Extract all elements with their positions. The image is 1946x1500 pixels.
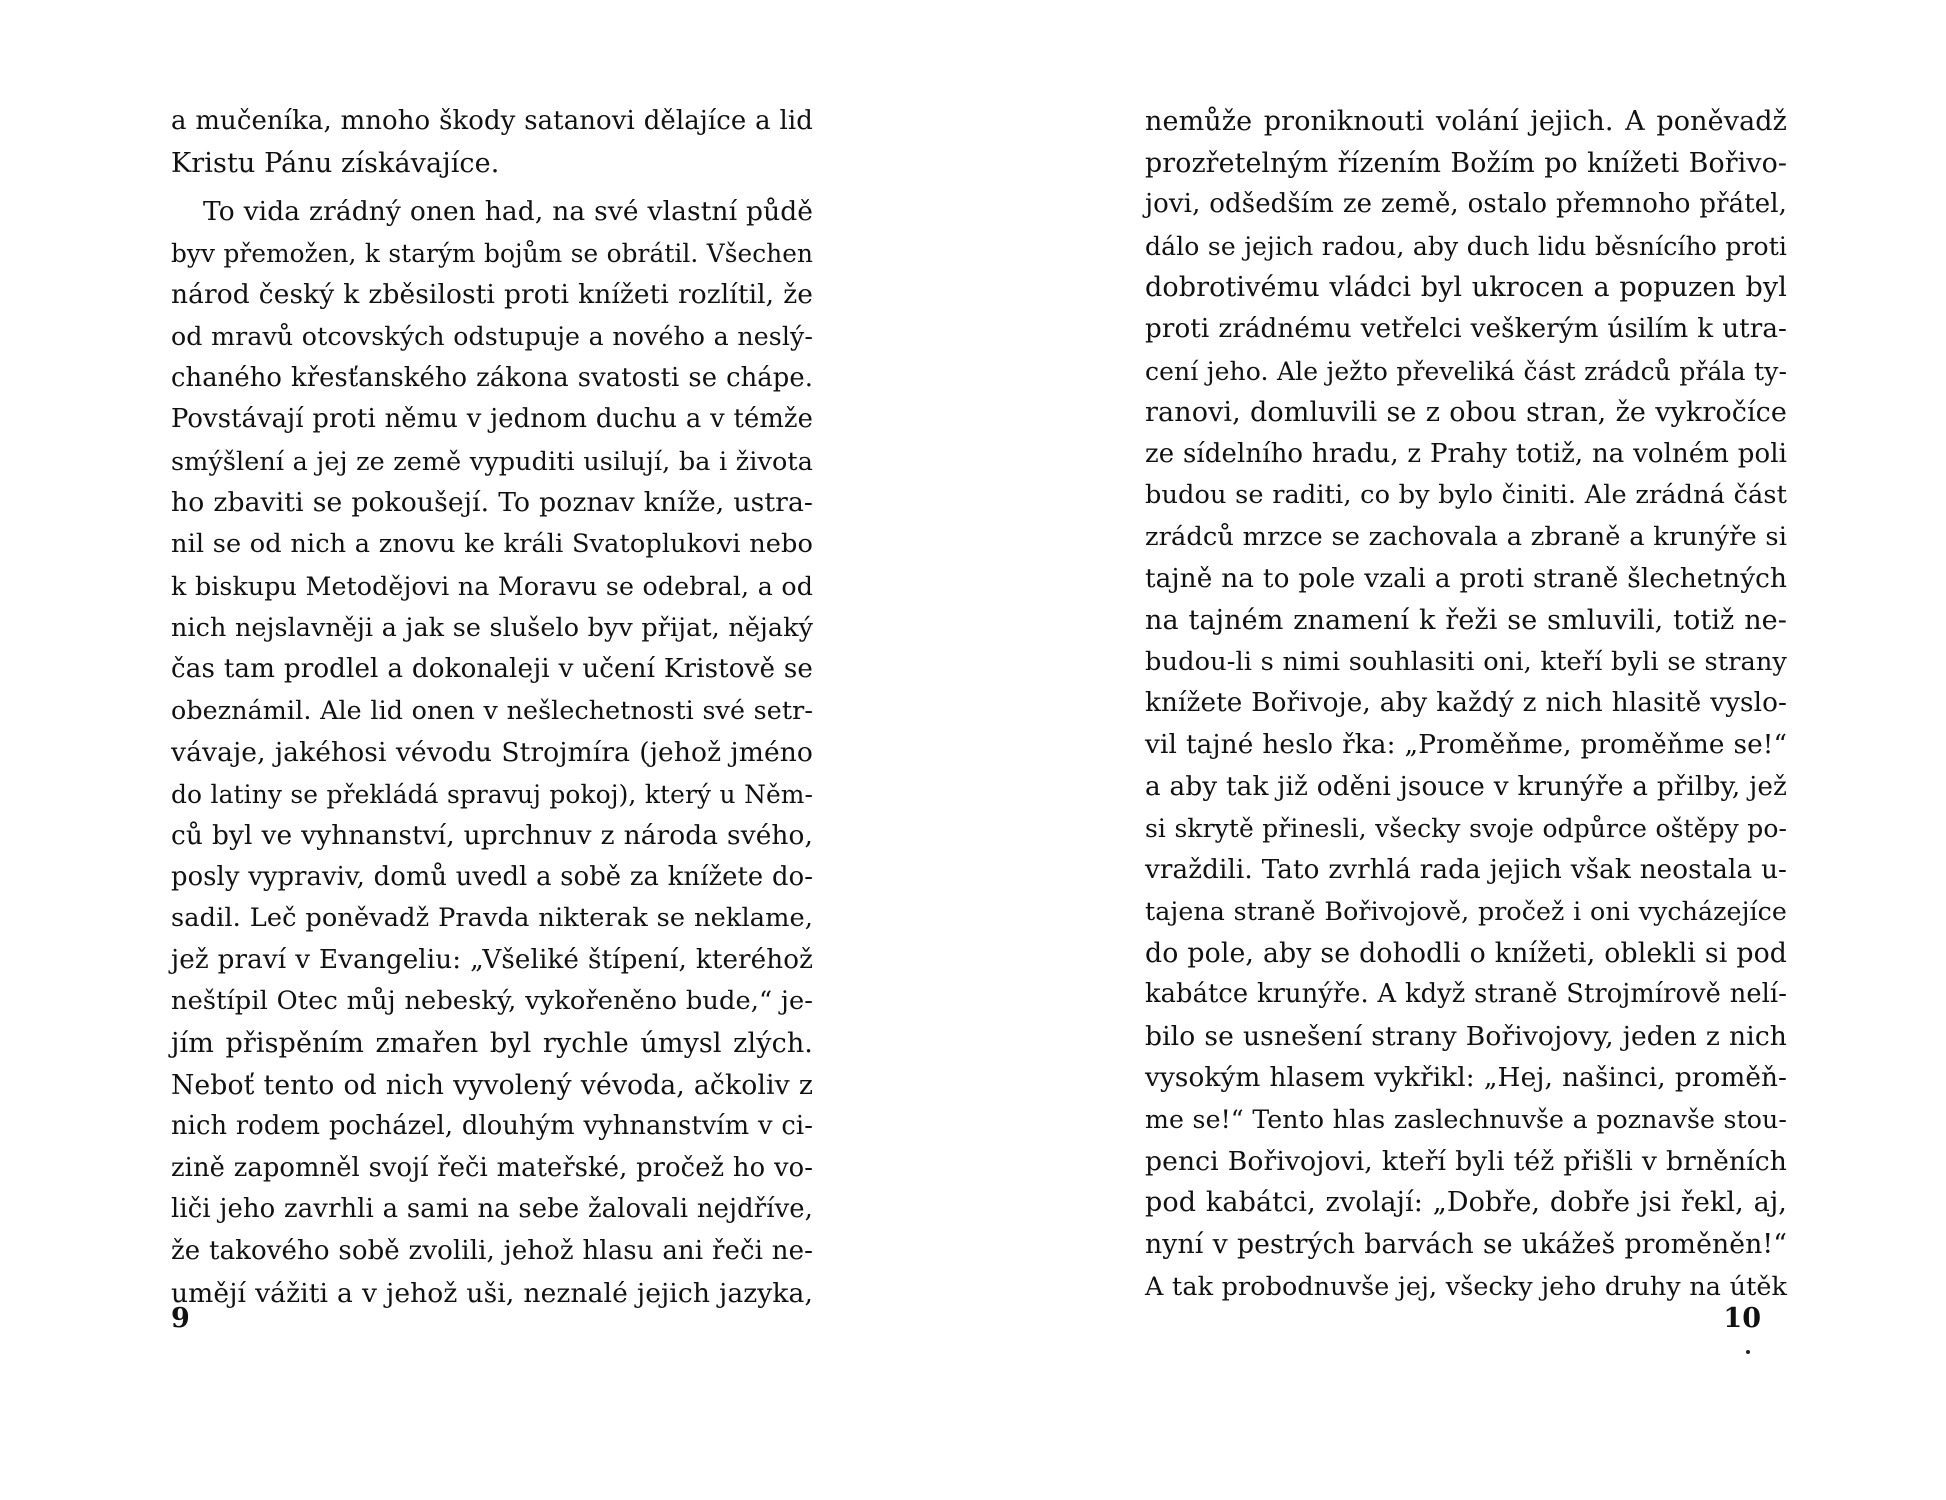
- text-line: vysokým hlasem vykřikl: „Hej, našinci, proměň-: [1145, 1062, 1787, 1093]
- text-line: jím přispěním zmařen byl rychle úmysl zlých.: [171, 1028, 813, 1060]
- text-line: knížete Bořivoje, aby každý z nich hlasitě vyslo-: [1145, 688, 1787, 719]
- text-line: dobrotivému vládci byl ukrocen a popuzen byl: [1145, 272, 1787, 304]
- text-line: národ český k zběsilosti proti knížeti rozlítil, že: [171, 279, 813, 311]
- text-line: neštípil Otec můj nebeský, vykořeněno bude,“ je-: [171, 986, 813, 1017]
- text-line: jež praví v Evangeliu: „Všeliké štípení, kteréhož: [171, 944, 813, 975]
- text-line: vil tajné heslo řka: „Proměňme, proměňme se!“: [1145, 729, 1787, 760]
- text-line: nyní v pestrých barvách se ukážeš proměněn!“: [1145, 1229, 1787, 1261]
- text-line: nemůže proniknouti volání jejich. A poněvadž: [1145, 106, 1787, 137]
- text-line: dálo se jejich radou, aby duch lidu běsnícího proti: [1145, 231, 1787, 261]
- text-line: do latiny se překládá spravuj pokoj), který u Něm-: [171, 779, 813, 809]
- text-line: Povstávají proti němu v jednom duchu a v témže: [171, 404, 813, 435]
- text-line: ze sídelního hradu, z Prahy totiž, na volném poli: [1145, 438, 1787, 469]
- text-line: vraždili. Tato zvrhlá rada jejich však neostala u-: [1145, 854, 1787, 885]
- text-line: pod kabátci, zvolají: „Dobře, dobře jsi řekl, aj,: [1145, 1187, 1787, 1219]
- text-line: nil se od nich a znovu ke králi Svatoplukovi nebo: [171, 528, 813, 559]
- text-line: bilo se usnešení strany Bořivojovy, jeden z nich: [1145, 1021, 1787, 1053]
- text-line: budou se raditi, co by bylo činiti. Ale zrádná část: [1145, 480, 1787, 511]
- text-line: sadil. Leč poněvadž Pravda nikterak se neklame,: [171, 903, 813, 934]
- text-line: tajena straně Bořivojově, pročež i oni vycházejíce: [1145, 897, 1787, 927]
- text-line: Neboť tento od nich vyvolený vévoda, ačkoliv z: [171, 1069, 813, 1101]
- text-line: si skrytě přinesli, všecky svoje odpůrce oštěpy po-: [1145, 814, 1787, 844]
- text-line: smýšlení a jej ze země vypuditi usilují, ba i života: [171, 445, 813, 476]
- text-line: ho zbaviti se pokoušejí. To poznav kníže, ustra-: [171, 487, 813, 519]
- right-page-text: [1145, 101, 1787, 1307]
- text-line: cení jeho. Ale ježto převeliká část zrádců přála ty-: [1145, 356, 1787, 386]
- text-line: budou-li s nimi souhlasiti oni, kteří byli se strany: [1145, 646, 1787, 677]
- text-line: byv přemožen, k starým bojům se obrátil. Všechen: [171, 238, 813, 268]
- text-line: me se!“ Tento hlas zaslechnuvše a poznavše stou-: [1145, 1105, 1787, 1135]
- text-line: prozřetelným řízením Božím po knížeti Bořivo-: [1145, 147, 1787, 179]
- text-line: že takového sobě zvolili, jehož hlasu ani řeči ne-: [171, 1236, 813, 1267]
- text-line: a mučeníka, mnoho škody satanovi dělajíce a lid: [171, 106, 813, 136]
- text-line: Kristu Pánu získávajíce.: [171, 147, 500, 179]
- text-line: obeznámil. Ale lid onen v nešlechetnosti své setr-: [171, 695, 813, 726]
- text-line: liči jeho zavrhli a sami na sebe žalovali nejdříve,: [171, 1194, 813, 1225]
- text-line: chaného křesťanského zákona svatosti se chápe.: [171, 362, 813, 393]
- text-line: ců byl ve vyhnanství, uprchnuv z národa svého,: [171, 820, 813, 852]
- text-line: ranovi, domluvili se z obou stran, že vykročíce: [1145, 397, 1787, 429]
- text-line: nich rodem pocházel, dlouhým vyhnanstvím v ci-: [171, 1111, 813, 1142]
- right-page: [973, 0, 1946, 1500]
- left-page-text: [171, 101, 813, 1314]
- text-line: do pole, aby se dohodli o knížeti, oblekli si pod: [1145, 937, 1787, 969]
- text-line: zrádců mrzce se zachovala a zbraně a krunýře si: [1145, 521, 1787, 552]
- text-line: k biskupu Metodějovi na Moravu se odebral, a od: [171, 571, 813, 601]
- text-line: nich nejslavněji a jak se slušelo byv přijat, nějaký: [171, 612, 813, 643]
- page-number: 9: [171, 1303, 190, 1334]
- page-number: 10: [1723, 1303, 1761, 1334]
- text-line: a aby tak již oděni jsouce v krunýře a přilby, jež: [1145, 771, 1787, 802]
- text-line: A tak probodnuvše jej, všecky jeho druhy na útěk: [1145, 1270, 1787, 1301]
- text-line: posly vypraviv, domů uvedl a sobě za knížete do-: [171, 861, 813, 892]
- text-line: tajně na to pole vzali a proti straně šlechetných: [1145, 563, 1787, 594]
- text-line: penci Bořivojovi, kteří byli též přišli v brněních: [1145, 1145, 1787, 1177]
- text-line: na tajném znamení k řeži se smluvili, totiž ne-: [1145, 605, 1787, 637]
- text-line: umějí vážiti a v jehož uši, neznalé jejich jazyka,: [171, 1277, 813, 1309]
- text-line: čas tam prodlel a dokonaleji v učení Kristově se: [171, 653, 813, 684]
- text-line: vávaje, jakéhosi vévodu Strojmíra (jehož jméno: [171, 736, 813, 768]
- ink-speck: [1746, 1350, 1750, 1354]
- text-line: kabátce krunýře. A když straně Strojmírově nelí-: [1145, 979, 1787, 1010]
- text-line: od mravů otcovských odstupuje a nového a neslý-: [171, 321, 813, 351]
- text-line: To vida zrádný onen had, na své vlastní půdě: [203, 196, 813, 228]
- text-line: proti zrádnému vetřelci veškerým úsilím k utra-: [1145, 313, 1787, 344]
- text-line: zině zapomněl svojí řeči mateřské, pročež ho vo-: [171, 1152, 813, 1183]
- paragraph-gap: [171, 184, 813, 191]
- text-line: jovi, odšedším ze země, ostalo přemnoho přátel,: [1145, 189, 1787, 220]
